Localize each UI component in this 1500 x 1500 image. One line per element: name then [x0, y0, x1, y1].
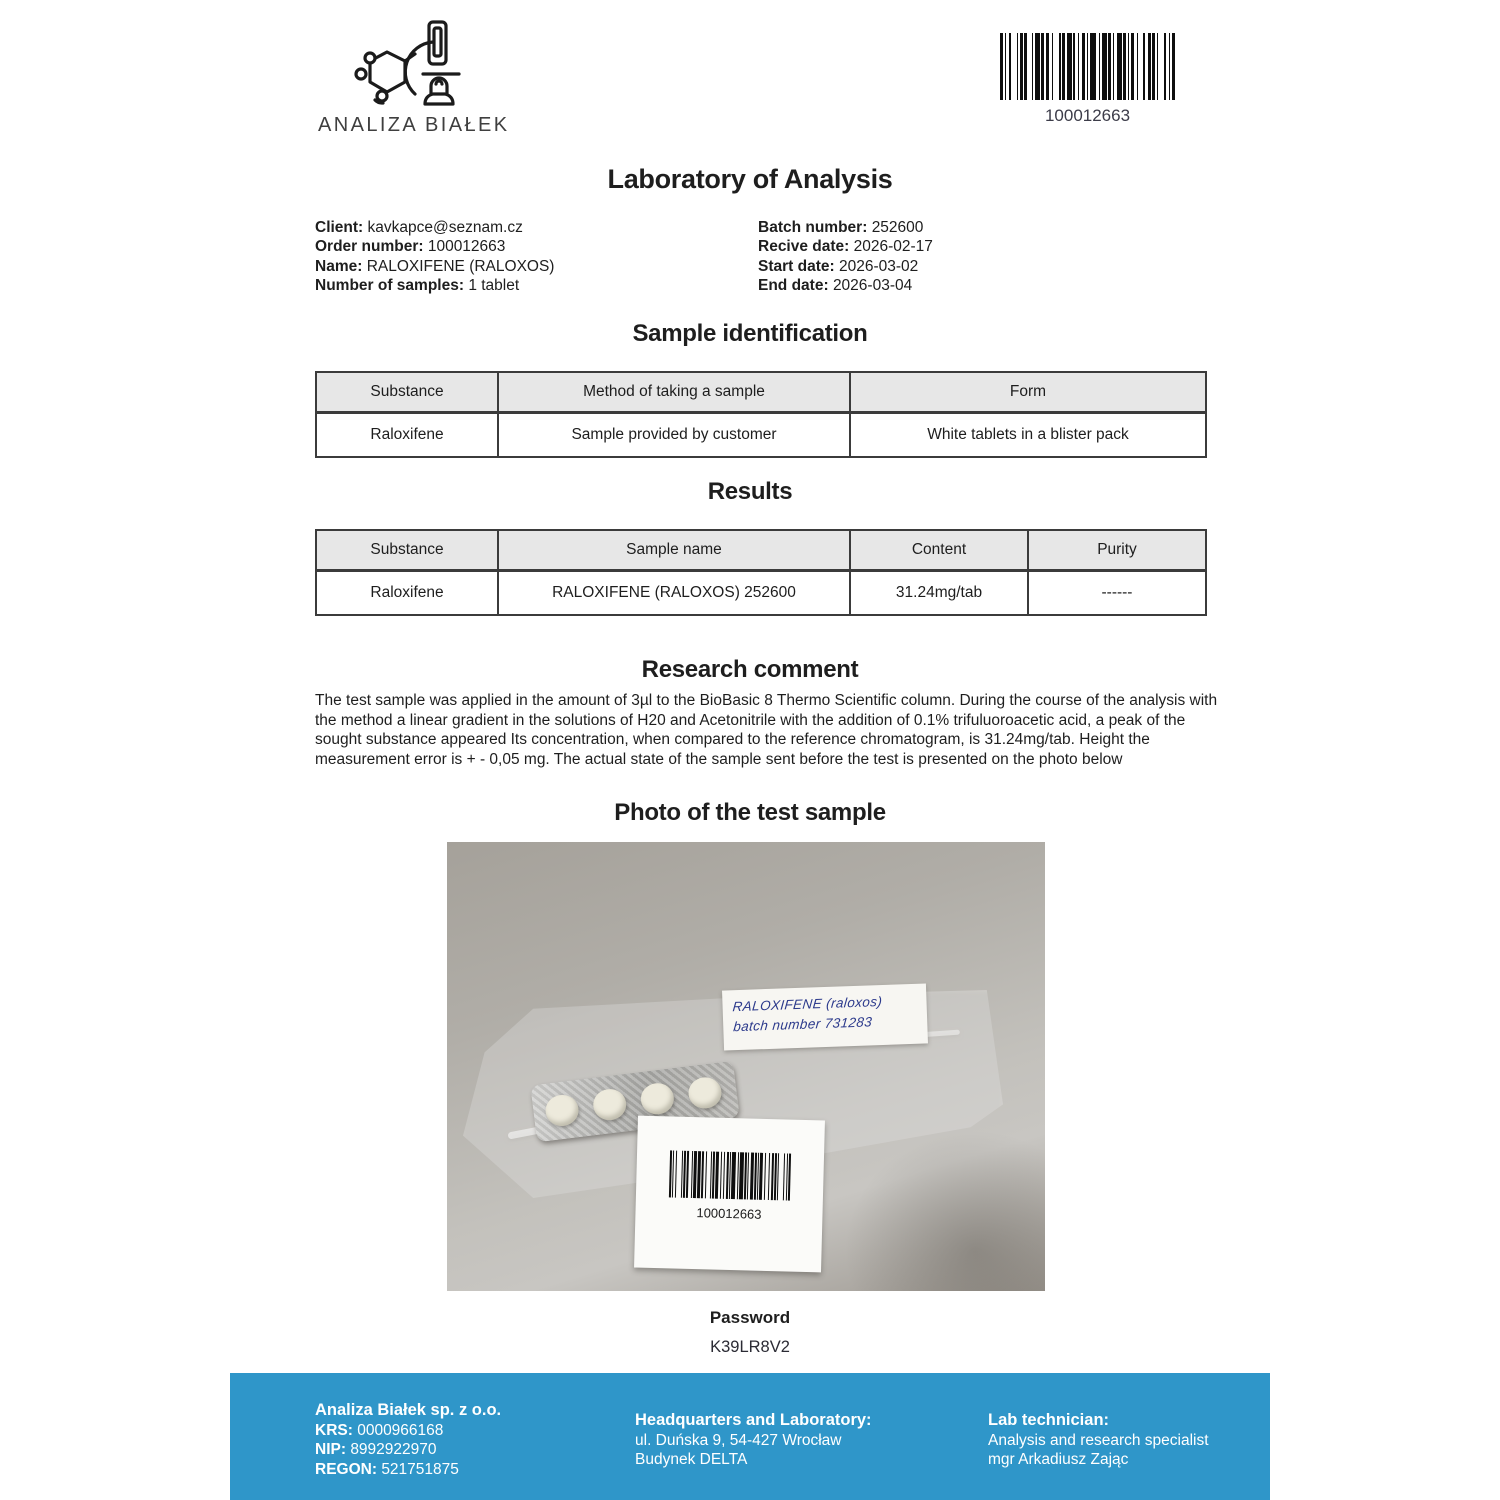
- samples-value: 1 tablet: [468, 277, 520, 295]
- order-number-label: Order number:: [315, 238, 424, 256]
- footer-krs-line: [315, 1421, 501, 1441]
- barcode-number: 100012663: [696, 1205, 762, 1222]
- col-content: Content: [850, 530, 1028, 570]
- password-value: K39LR8V2: [710, 1338, 790, 1356]
- sample-identification-heading: Sample identification: [632, 320, 868, 347]
- table-row: [316, 412, 1206, 457]
- samples-line: [315, 276, 554, 295]
- barcode-bars: [1000, 33, 1175, 100]
- headquarters-address: ul. Duńska 9, 54-427 Wrocław: [635, 1431, 842, 1449]
- client-label: Client:: [315, 219, 364, 236]
- technician-role: Analysis and research specialist: [988, 1431, 1209, 1449]
- cell-form: White tablets in a blister pack: [850, 412, 1206, 457]
- regon-value: 521751875: [381, 1460, 459, 1478]
- col-substance: Substance: [316, 530, 498, 570]
- batch-info-block: [758, 218, 933, 296]
- table-row: [316, 570, 1206, 615]
- tablet: [639, 1081, 676, 1116]
- name-value: RALOXIFENE (RALOXOS): [366, 257, 555, 275]
- batch-number-value: 252600: [871, 219, 924, 236]
- col-purity: Purity: [1028, 530, 1206, 570]
- col-method: Method of taking a sample: [498, 372, 850, 412]
- research-comment-text: The test sample was applied in the amount of 3µl to the BioBasic 8 Thermo Scientific column. During the course of the analysis with the method a linear gradient in the solutions of H20 and Acetonitrile with the addition of 0.1% trifuluoroacetic acid, a peak of the sought substance appeared Its concentration, when compared to the reference chromatogram, is 31.24mg/tab. Height the measurement error is + - 0,05 mg. The actual state of the sample sent before the test is presented on the photo below: [315, 692, 1218, 769]
- footer-company-block: [315, 1401, 501, 1479]
- table-header-row: [316, 372, 1206, 412]
- cell-sample-name: RALOXIFENE (RALOXOS) 252600: [498, 570, 850, 615]
- start-date-line: [758, 257, 933, 276]
- headquarters-title: Headquarters and Laboratory:: [635, 1411, 872, 1429]
- tablet: [591, 1087, 628, 1122]
- cell-method: Sample provided by customer: [498, 412, 850, 457]
- name-label: Name:: [315, 257, 363, 275]
- batch-number-line: [758, 218, 933, 237]
- footer-company-name: Analiza Białek sp. z o.o.: [315, 1401, 502, 1419]
- start-date-value: 2026-03-02: [838, 257, 919, 275]
- batch-number-label: Batch number:: [758, 219, 868, 236]
- cell-substance: Raloxifene: [316, 570, 498, 615]
- order-number-value: 100012663: [427, 238, 506, 256]
- cell-content: 31.24mg/tab: [850, 570, 1028, 615]
- note-line-1: RALOXIFENE (raloxos): [731, 993, 884, 1015]
- order-number-line: [315, 237, 554, 256]
- client-info-block: [315, 218, 554, 296]
- receive-date-label: Recive date:: [758, 238, 850, 256]
- company-logo: [318, 14, 510, 137]
- col-substance: Substance: [316, 372, 498, 412]
- col-form: Form: [850, 372, 1206, 412]
- sample-identification-table: [315, 371, 1207, 458]
- technician-name: mgr Arkadiusz Zając: [988, 1451, 1129, 1468]
- krs-value: 0000966168: [357, 1421, 444, 1439]
- name-line: [315, 257, 554, 276]
- technician-title: Lab technician:: [988, 1411, 1110, 1429]
- client-line: [315, 218, 554, 237]
- end-date-value: 2026-03-04: [832, 277, 913, 295]
- barcode-label-card: [634, 1116, 825, 1273]
- samples-label: Number of samples:: [315, 277, 465, 295]
- document-title: Laboratory of Analysis: [607, 164, 893, 194]
- password-label: Password: [709, 1308, 791, 1327]
- sample-photo: [447, 842, 1045, 1291]
- nip-label: NIP:: [315, 1441, 346, 1458]
- research-comment-heading: Research comment: [641, 656, 859, 683]
- col-sample-name: Sample name: [498, 530, 850, 570]
- headquarters-building: Budynek DELTA: [635, 1451, 748, 1468]
- krs-label: KRS:: [315, 1421, 353, 1439]
- end-date-label: End date:: [758, 277, 829, 295]
- footer-technician-block: [988, 1411, 1209, 1470]
- tablet: [687, 1076, 724, 1111]
- nip-value: 8992922970: [350, 1441, 437, 1458]
- footer-headquarters-block: [635, 1411, 872, 1470]
- table-header-row: [316, 530, 1206, 570]
- results-heading: Results: [707, 478, 793, 505]
- company-name-logotype: ANALIZA BIAŁEK: [318, 114, 510, 136]
- cell-substance: Raloxifene: [316, 412, 498, 457]
- photo-heading: Photo of the test sample: [614, 799, 886, 826]
- footer: [230, 1373, 1270, 1500]
- order-barcode: [1000, 33, 1175, 126]
- end-date-line: [758, 276, 933, 295]
- microscope-molecule-icon: [349, 14, 467, 110]
- barcode-number: 100012663: [1044, 106, 1131, 125]
- note-line-2: batch number 731283: [732, 1014, 873, 1035]
- receive-date-line: [758, 237, 933, 256]
- results-table: [315, 529, 1207, 616]
- barcode-bars: [669, 1150, 791, 1200]
- regon-label: REGON:: [315, 1460, 377, 1478]
- footer-nip-line: [315, 1440, 501, 1460]
- receive-date-value: 2026-02-17: [853, 238, 933, 256]
- tablet: [544, 1093, 581, 1128]
- handwritten-note: [722, 983, 928, 1050]
- footer-regon-line: [315, 1460, 501, 1480]
- cell-purity: ------: [1028, 570, 1206, 615]
- client-value: kavkapce@seznam.cz: [367, 219, 523, 236]
- start-date-label: Start date:: [758, 257, 835, 275]
